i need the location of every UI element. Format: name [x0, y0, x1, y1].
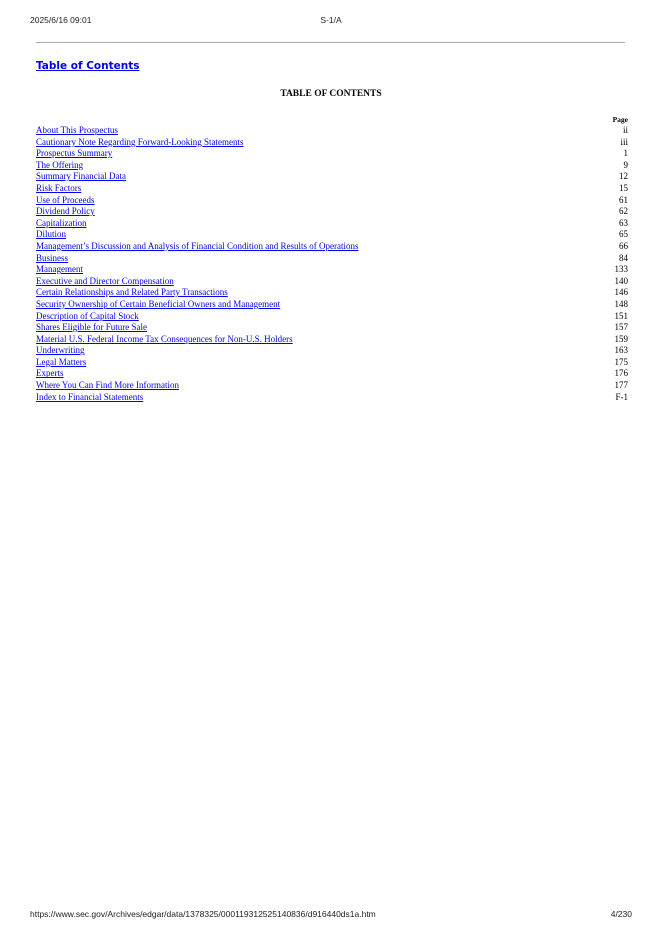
toc-entry-link[interactable]: Security Ownership of Certain Beneficial Owners and Management: [36, 298, 281, 309]
toc-page-number: 63: [619, 217, 628, 228]
toc-row: [36, 148, 628, 160]
toc-entry-link[interactable]: Where You Can Find More Information: [36, 380, 179, 391]
toc-entry-link[interactable]: Description of Capital Stock: [36, 310, 139, 321]
toc-page-number: F-1: [615, 391, 628, 402]
toc-page-number: 157: [614, 322, 628, 333]
toc-entry-link[interactable]: About This Prospectus: [36, 125, 118, 135]
toc-entry-link[interactable]: Shares Eligible for Future Sale: [36, 322, 147, 333]
toc-page-number: 66: [619, 240, 628, 251]
toc-page-number: 62: [619, 206, 628, 217]
toc-row: [36, 276, 628, 288]
toc-row: [36, 183, 628, 195]
toc-entry-link[interactable]: Risk Factors: [36, 182, 82, 193]
page-column-header: Page: [612, 115, 628, 124]
toc-row: [36, 160, 628, 172]
toc-page-number: 151: [614, 310, 628, 321]
page-title: TABLE OF CONTENTS: [280, 89, 382, 99]
toc-entry-link[interactable]: Summary Financial Data: [36, 171, 126, 182]
toc-row: [36, 125, 628, 137]
toc-row: [36, 171, 628, 183]
toc-row: [36, 229, 628, 241]
toc-page-number: 140: [614, 275, 628, 286]
toc-row: [36, 264, 628, 276]
toc-page-number: 176: [614, 368, 628, 379]
toc-row: [36, 311, 628, 323]
toc-row: [36, 137, 628, 149]
toc-entry-link[interactable]: Experts: [36, 368, 64, 379]
toc-entry-link[interactable]: Legal Matters: [36, 356, 87, 367]
toc-page-number: 12: [619, 171, 628, 182]
toc-entry-link[interactable]: Executive and Director Compensation: [36, 275, 174, 286]
toc-list: [36, 125, 628, 403]
toc-row: [36, 334, 628, 346]
toc-row: [36, 357, 628, 369]
print-page-count: 4/230: [610, 909, 632, 919]
toc-entry-link[interactable]: Business: [36, 252, 69, 263]
toc-page-number: 148: [614, 298, 628, 309]
toc-page-number: ii: [622, 125, 628, 135]
toc-row: [36, 392, 628, 404]
toc-page-number: 163: [614, 345, 628, 356]
toc-page-number: 159: [614, 333, 628, 344]
toc-row: [36, 253, 628, 265]
toc-row: [36, 218, 628, 230]
toc-page-number: 175: [614, 356, 628, 367]
toc-page-number: 61: [619, 194, 628, 205]
toc-row: [36, 299, 628, 311]
toc-row: [36, 368, 628, 380]
toc-page-number: 15: [619, 182, 628, 193]
toc-entry-link[interactable]: Dividend Policy: [36, 206, 95, 217]
toc-page-number: iii: [620, 136, 628, 147]
toc-entry-link[interactable]: Certain Relationships and Related Party Transactions: [36, 287, 228, 298]
toc-page-number: 146: [614, 287, 628, 298]
print-doc-title: S-1/A: [320, 15, 342, 25]
toc-entry-link[interactable]: Cautionary Note Regarding Forward-Looking Statements: [36, 136, 244, 147]
toc-row: [36, 206, 628, 218]
toc-entry-link[interactable]: Capitalization: [36, 217, 87, 228]
toc-page-number: 65: [619, 229, 628, 240]
toc-row: [36, 345, 628, 357]
toc-page-number: 177: [614, 380, 628, 391]
toc-entry-link[interactable]: Underwriting: [36, 345, 85, 356]
toc-entry-link[interactable]: Management’s Discussion and Analysis of Financial Condition and Results of Operations: [36, 240, 359, 251]
toc-row: [36, 241, 628, 253]
print-header: [30, 15, 632, 29]
toc-page-number: 133: [614, 264, 628, 275]
toc-entry-link[interactable]: Management: [36, 264, 83, 275]
toc-entry-link[interactable]: The Offering: [36, 159, 84, 170]
toc-row: [36, 195, 628, 207]
table-of-contents-link[interactable]: Table of Contents: [36, 60, 140, 72]
toc-entry-link[interactable]: Dilution: [36, 229, 67, 240]
toc-entry-link[interactable]: Index to Financial Statements: [36, 391, 144, 402]
toc-entry-link[interactable]: Material U.S. Federal Income Tax Consequences for Non-U.S. Holders: [36, 333, 293, 344]
header-divider: [36, 42, 625, 43]
print-footer: [30, 909, 632, 923]
toc-row: [36, 287, 628, 299]
print-datetime: 2025/6/16 09:01: [30, 15, 92, 25]
toc-row: [36, 322, 628, 334]
toc-page-number: 84: [619, 252, 628, 263]
toc-entry-link[interactable]: Use of Proceeds: [36, 194, 95, 205]
toc-row: [36, 380, 628, 392]
toc-page-number: 1: [623, 148, 628, 159]
toc-page-number: 9: [623, 159, 628, 170]
toc-entry-link[interactable]: Prospectus Summary: [36, 148, 113, 159]
toc-table: [36, 115, 628, 403]
print-url: https://www.sec.gov/Archives/edgar/data/1378325/000119312525140836/d916440ds1a.htm: [30, 909, 376, 919]
